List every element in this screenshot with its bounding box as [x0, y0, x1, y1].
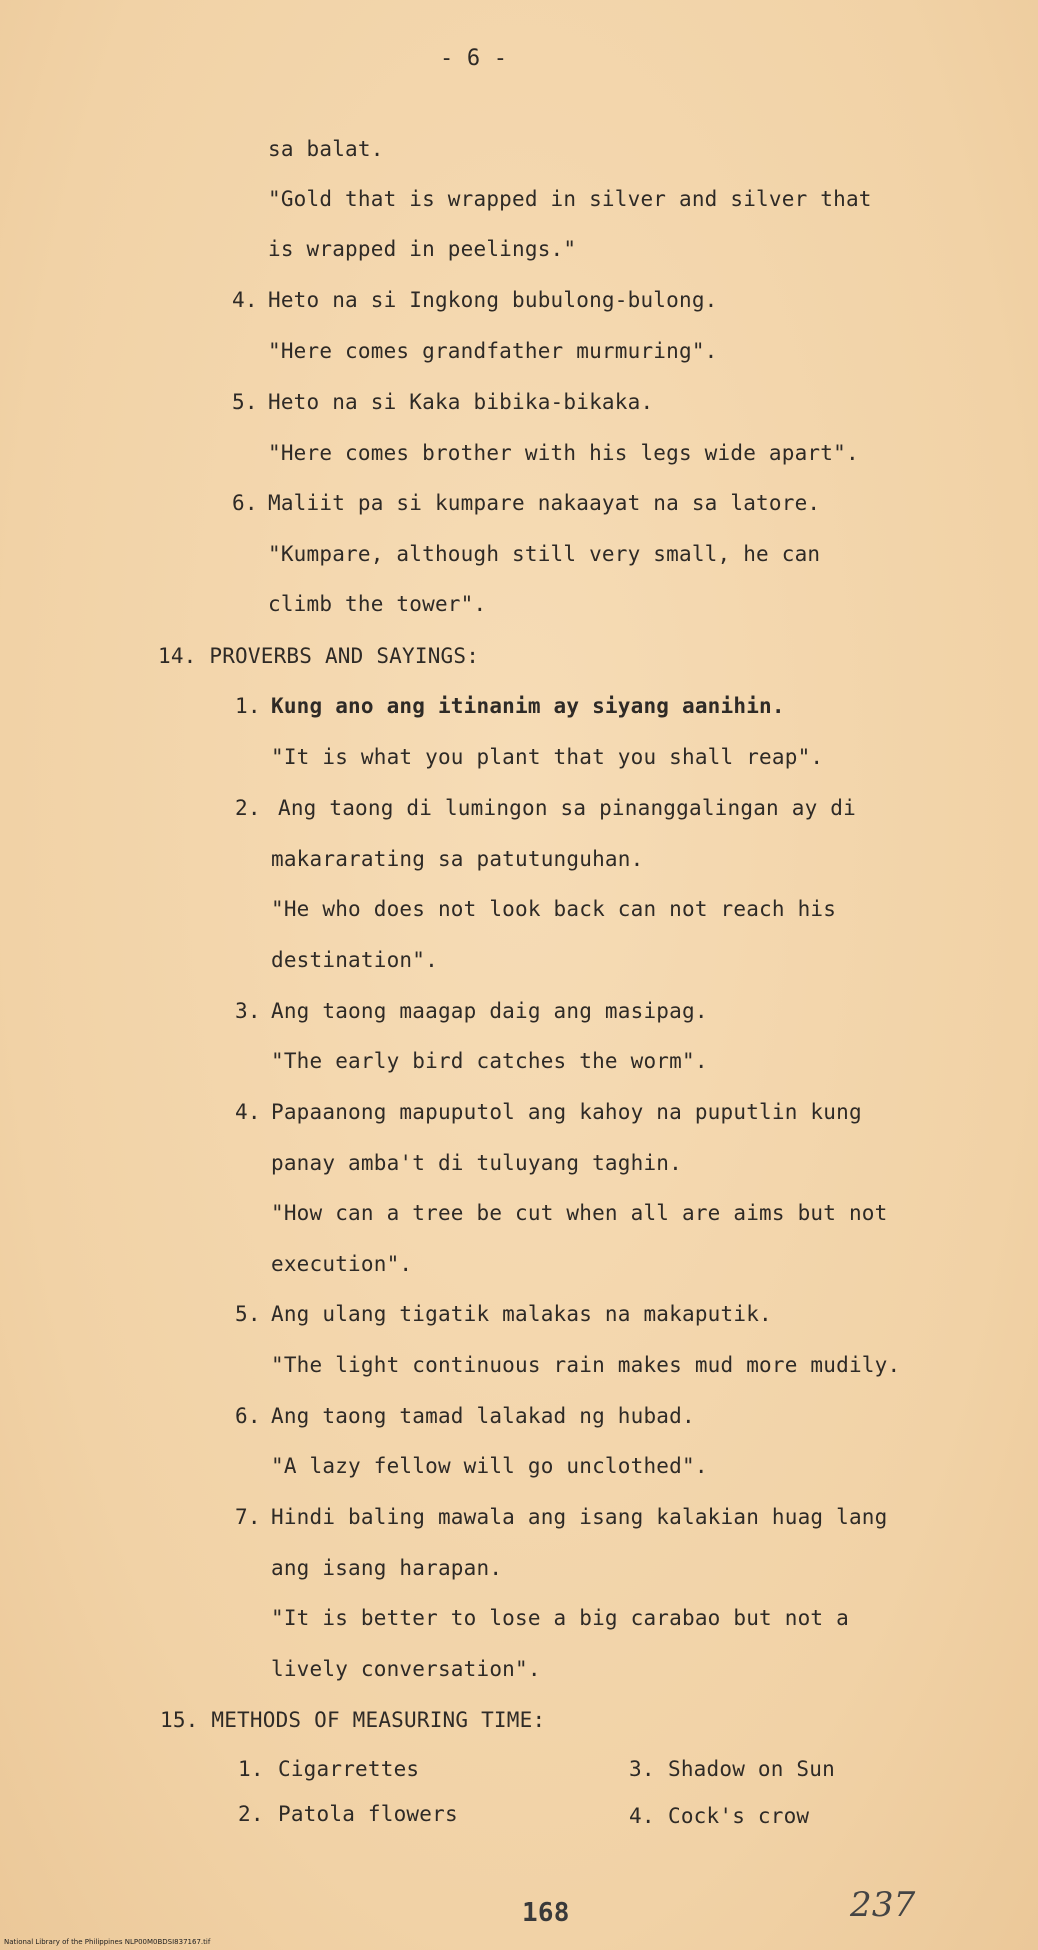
- method-item: Cock's crow: [668, 1804, 810, 1828]
- proverb-native: panay amba't di tuluyang taghin.: [271, 1151, 682, 1175]
- riddle-english: "Here comes grandfather murmuring".: [268, 339, 718, 363]
- riddle-native: Heto na si Kaka bibika-bikaka.: [268, 390, 654, 414]
- text-line: is wrapped in peelings.": [268, 237, 577, 261]
- stamp-number: 168: [522, 1898, 570, 1928]
- item-number: 5.: [232, 390, 258, 414]
- proverb-native: ang isang harapan.: [271, 1556, 503, 1580]
- text-line: sa balat.: [268, 137, 384, 161]
- riddle-english: "Here comes brother with his legs wide apart".: [268, 441, 859, 465]
- item-number: 3.: [235, 999, 261, 1023]
- proverb-english: execution".: [271, 1252, 413, 1276]
- proverb-english: "A lazy fellow will go unclothed".: [271, 1454, 708, 1478]
- riddle-english: "Kumpare, although still very small, he can: [268, 542, 821, 566]
- item-number: 1.: [238, 1757, 264, 1781]
- item-number: 1.: [235, 694, 261, 718]
- item-number: 6.: [232, 491, 258, 515]
- item-number: 4.: [235, 1100, 261, 1124]
- proverb-english: destination".: [271, 948, 438, 972]
- proverb-native: Ang taong di lumingon sa pinanggalingan ay di: [278, 796, 856, 820]
- item-number: 5.: [235, 1302, 261, 1326]
- item-number: 4.: [629, 1804, 655, 1828]
- proverb-native: Ang taong tamad lalakad ng hubad.: [271, 1404, 695, 1428]
- proverb-native: Papaanong mapuputol ang kahoy na puputlin kung: [271, 1100, 862, 1124]
- method-item: Patola flowers: [278, 1802, 458, 1826]
- method-item: Cigarrettes: [278, 1757, 420, 1781]
- proverb-english: "How can a tree be cut when all are aims but not: [271, 1201, 888, 1225]
- item-number: 2.: [235, 796, 261, 820]
- handwritten-number: 237: [850, 1885, 916, 1925]
- riddle-native: Maliit pa si kumpare nakaayat na sa latore.: [268, 491, 821, 515]
- item-number: 2.: [238, 1802, 264, 1826]
- item-number: 6.: [235, 1404, 261, 1428]
- proverb-native: makararating sa patutunguhan.: [271, 847, 644, 871]
- proverb-english: lively conversation".: [271, 1657, 541, 1681]
- method-item: Shadow on Sun: [668, 1757, 835, 1781]
- text-line: "Gold that is wrapped in silver and silver that: [268, 187, 872, 211]
- footer-caption: National Library of the Philippines NLP00M0BDSI837167.tif: [4, 1938, 211, 1946]
- item-number: 7.: [235, 1505, 261, 1529]
- item-number: 4.: [232, 288, 258, 312]
- section-heading: 15. METHODS OF MEASURING TIME:: [160, 1708, 546, 1732]
- proverb-english: "It is what you plant that you shall reap".: [271, 745, 824, 769]
- proverb-english: "It is better to lose a big carabao but not a: [271, 1606, 849, 1630]
- riddle-english: climb the tower".: [268, 592, 487, 616]
- proverb-english: "The early bird catches the worm".: [271, 1049, 708, 1073]
- riddle-native: Heto na si Ingkong bubulong-bulong.: [268, 288, 718, 312]
- proverb-native: Ang ulang tigatik malakas na makaputik.: [271, 1302, 772, 1326]
- item-number: 3.: [629, 1757, 655, 1781]
- proverb-english: "The light continuous rain makes mud more mudily.: [271, 1353, 901, 1377]
- proverb-native: Ang taong maagap daig ang masipag.: [271, 999, 708, 1023]
- section-heading: 14. PROVERBS AND SAYINGS:: [158, 644, 480, 668]
- page-number: - 6 -: [440, 46, 508, 71]
- proverb-native: Kung ano ang itinanim ay siyang aanihin.: [271, 694, 785, 718]
- proverb-english: "He who does not look back can not reach his: [271, 897, 837, 921]
- proverb-native: Hindi baling mawala ang isang kalakian huag lang: [271, 1505, 888, 1529]
